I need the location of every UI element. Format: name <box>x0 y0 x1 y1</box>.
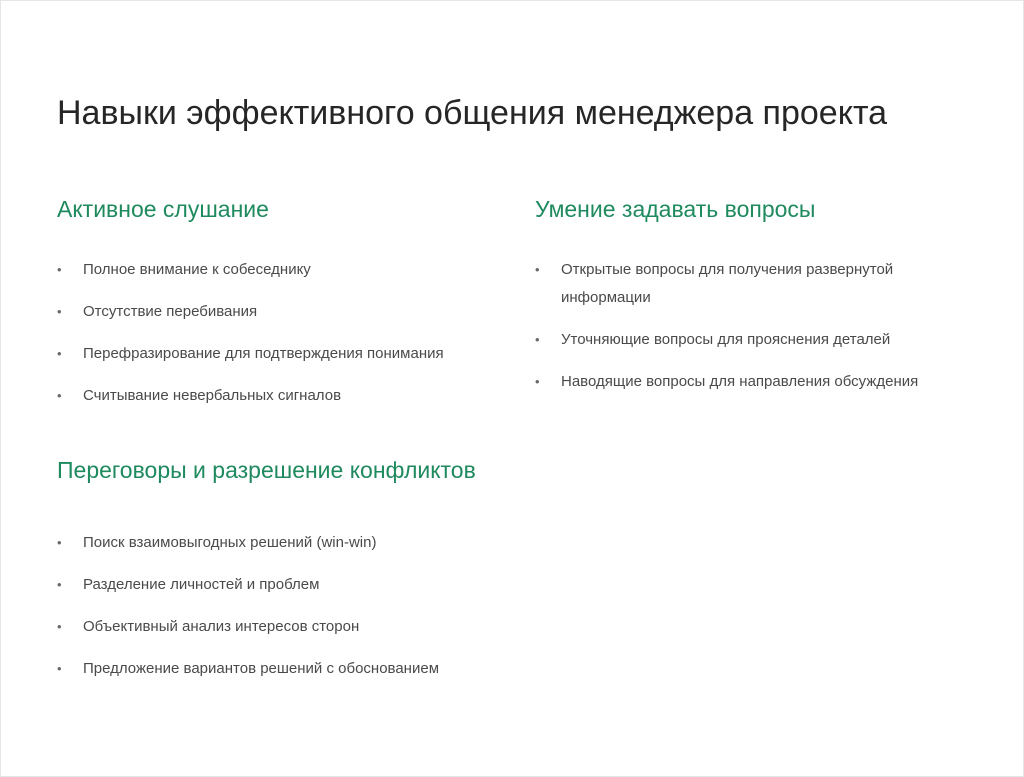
bullet-item: • Поиск взаимовыгодных решений (win-win) <box>57 529 577 557</box>
bullet-item: • Перефразирование для подтверждения понимания <box>57 340 517 368</box>
bullet-list <box>535 256 985 396</box>
section-negotiation <box>57 455 577 697</box>
section-asking-questions <box>535 194 985 410</box>
slide-title: Навыки эффективного общения менеджера проекта <box>57 94 888 132</box>
section-heading: Умение задавать вопросы <box>535 196 816 222</box>
bullet-item: • Наводящие вопросы для направления обсуждения <box>535 368 985 396</box>
bullet-item: • Полное внимание к собеседнику <box>57 256 517 284</box>
bullet-item: • Считывание невербальных сигналов <box>57 382 517 410</box>
bullet-item: • Предложение вариантов решений с обоснованием <box>57 655 577 683</box>
bullet-list <box>57 529 577 683</box>
section-active-listening <box>57 194 517 424</box>
bullet-item: • Отсутствие перебивания <box>57 298 517 326</box>
bullet-list <box>57 256 517 410</box>
section-heading: Переговоры и разрешение конфликтов <box>57 457 476 483</box>
bullet-item: • Объективный анализ интересов сторон <box>57 613 577 641</box>
bullet-item: • Уточняющие вопросы для прояснения деталей <box>535 326 985 354</box>
bullet-item: • Разделение личностей и проблем <box>57 571 577 599</box>
bullet-item: • Открытые вопросы для получения развернутой информации <box>535 256 985 312</box>
section-heading: Активное слушание <box>57 196 269 222</box>
